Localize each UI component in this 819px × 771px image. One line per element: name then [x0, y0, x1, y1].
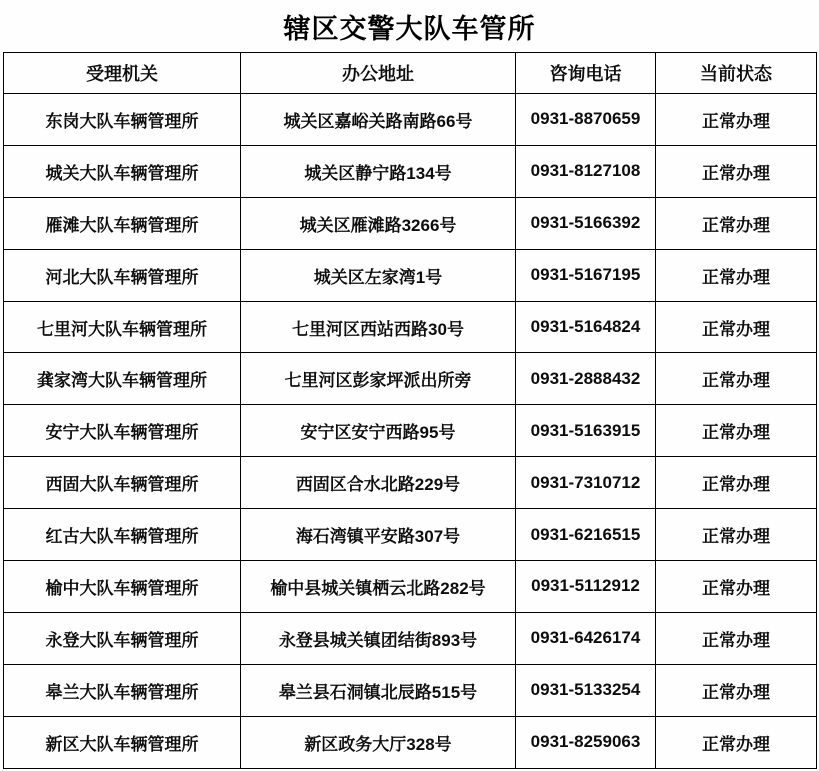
phone-cell: 0931-8259063 [516, 716, 656, 768]
header-row [4, 53, 817, 94]
address-cell: 海石湾镇平安路307号 [241, 509, 516, 561]
org-cell: 雁滩大队车辆管理所 [4, 197, 241, 249]
table-row [4, 145, 817, 197]
address-cell: 城关区雁滩路3266号 [241, 197, 516, 249]
org-cell: 榆中大队车辆管理所 [4, 561, 241, 613]
table-row [4, 405, 817, 457]
address-cell: 安宁区安宁西路95号 [241, 405, 516, 457]
table-row [4, 301, 817, 353]
phone-cell: 0931-8870659 [516, 94, 656, 146]
org-cell: 永登大队车辆管理所 [4, 612, 241, 664]
table-row [4, 509, 817, 561]
status-cell: 正常办理 [656, 561, 817, 613]
address-cell: 新区政务大厅328号 [241, 716, 516, 768]
status-cell: 正常办理 [656, 457, 817, 509]
status-cell: 正常办理 [656, 197, 817, 249]
table-row [4, 664, 817, 716]
table-row [4, 249, 817, 301]
column-header-org: 受理机关 [4, 53, 241, 94]
table-row [4, 353, 817, 405]
org-cell: 皋兰大队车辆管理所 [4, 664, 241, 716]
status-cell: 正常办理 [656, 353, 817, 405]
table-row [4, 612, 817, 664]
table-row [4, 197, 817, 249]
org-cell: 安宁大队车辆管理所 [4, 405, 241, 457]
address-cell: 七里河区彭家坪派出所旁 [241, 353, 516, 405]
org-cell: 西固大队车辆管理所 [4, 457, 241, 509]
table-row [4, 561, 817, 613]
phone-cell: 0931-5167195 [516, 249, 656, 301]
status-cell: 正常办理 [656, 509, 817, 561]
org-cell: 河北大队车辆管理所 [4, 249, 241, 301]
status-cell: 正常办理 [656, 716, 817, 768]
phone-cell: 0931-2888432 [516, 353, 656, 405]
table-row [4, 716, 817, 768]
address-cell: 永登县城关镇团结街893号 [241, 612, 516, 664]
org-cell: 龚家湾大队车辆管理所 [4, 353, 241, 405]
org-cell: 七里河大队车辆管理所 [4, 301, 241, 353]
status-cell: 正常办理 [656, 405, 817, 457]
org-cell: 新区大队车辆管理所 [4, 716, 241, 768]
phone-cell: 0931-5163915 [516, 405, 656, 457]
phone-cell: 0931-5112912 [516, 561, 656, 613]
address-cell: 西固区合水北路229号 [241, 457, 516, 509]
column-header-status: 当前状态 [656, 53, 817, 94]
phone-cell: 0931-6426174 [516, 612, 656, 664]
address-cell: 城关区静宁路134号 [241, 145, 516, 197]
org-cell: 红古大队车辆管理所 [4, 509, 241, 561]
status-cell: 正常办理 [656, 145, 817, 197]
address-cell: 七里河区西站西路30号 [241, 301, 516, 353]
status-cell: 正常办理 [656, 612, 817, 664]
status-cell: 正常办理 [656, 94, 817, 146]
address-cell: 城关区嘉峪关路南路66号 [241, 94, 516, 146]
org-cell: 东岗大队车辆管理所 [4, 94, 241, 146]
column-header-phone: 咨询电话 [516, 53, 656, 94]
status-cell: 正常办理 [656, 664, 817, 716]
page-title: 辖区交警大队车管所 [283, 13, 536, 44]
address-cell: 榆中县城关镇栖云北路282号 [241, 561, 516, 613]
phone-cell: 0931-5133254 [516, 664, 656, 716]
status-cell: 正常办理 [656, 249, 817, 301]
table-row [4, 457, 817, 509]
phone-cell: 0931-7310712 [516, 457, 656, 509]
offices-table [3, 52, 817, 769]
phone-cell: 0931-6216515 [516, 509, 656, 561]
column-header-address: 办公地址 [241, 53, 516, 94]
table-row [4, 94, 817, 146]
phone-cell: 0931-5166392 [516, 197, 656, 249]
address-cell: 皋兰县石洞镇北辰路515号 [241, 664, 516, 716]
phone-cell: 0931-5164824 [516, 301, 656, 353]
status-cell: 正常办理 [656, 301, 817, 353]
org-cell: 城关大队车辆管理所 [4, 145, 241, 197]
phone-cell: 0931-8127108 [516, 145, 656, 197]
table-body [4, 94, 817, 769]
address-cell: 城关区左家湾1号 [241, 249, 516, 301]
